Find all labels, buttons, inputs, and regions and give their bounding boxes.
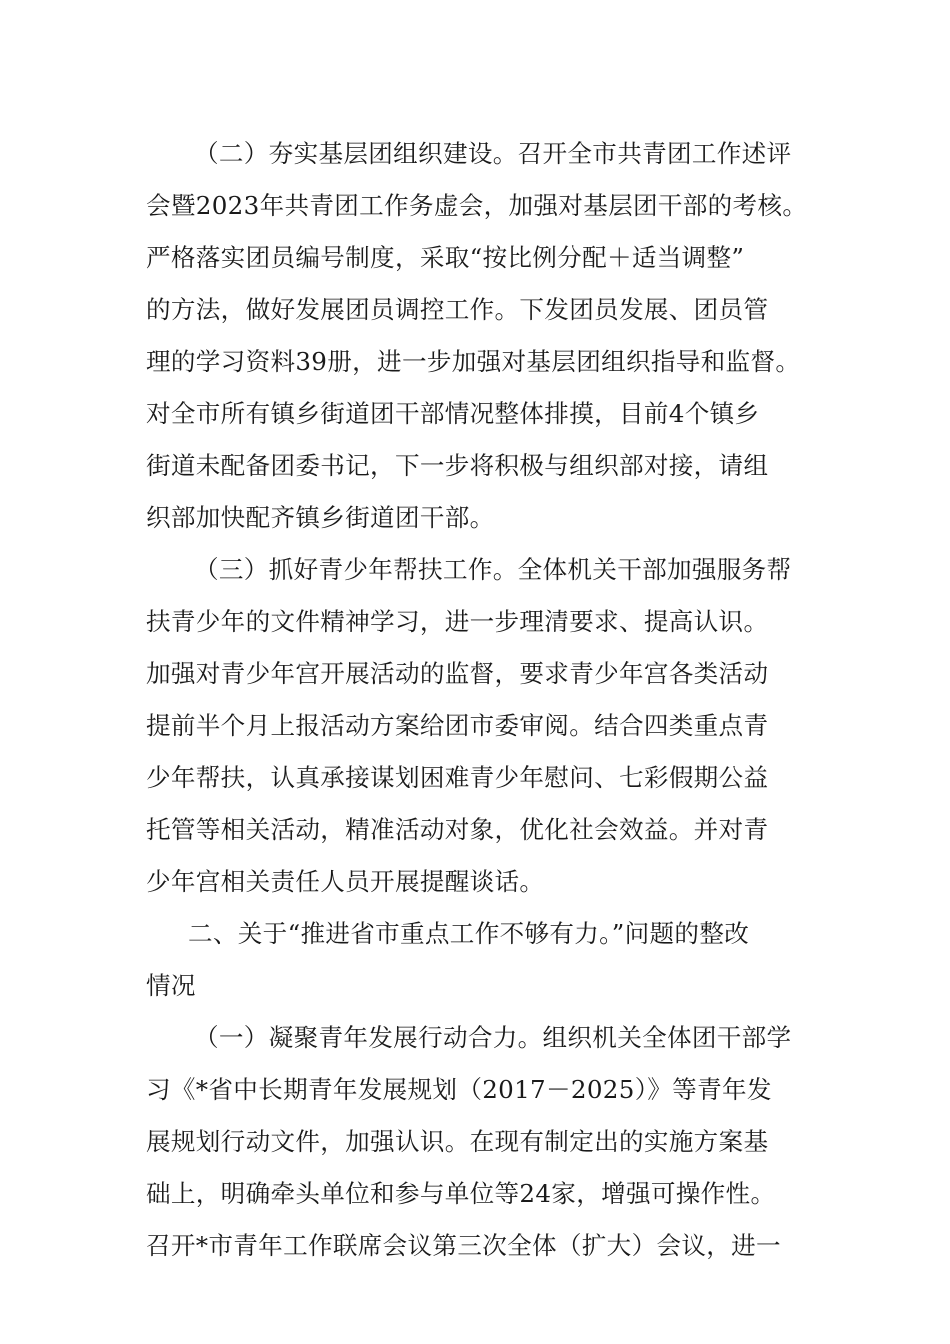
paragraph-line: 理的学习资料39册，进一步加强对基层团组织指导和监督。 xyxy=(146,347,801,376)
paragraph-line: 的方法，做好发展团员调控工作。下发团员发展、团员管 xyxy=(146,295,769,324)
paragraph-line: （一）凝聚青年发展行动合力。组织机关全体团干部学 xyxy=(194,1023,792,1052)
document-body xyxy=(146,128,818,1272)
paragraph-line: 习《*省中长期青年发展规划（2017－2025）》等青年发 xyxy=(146,1075,772,1104)
section-heading-line: 二、关于“推进省市重点工作不够有力。”问题的整改 xyxy=(188,919,750,948)
paragraph-line: 扶青少年的文件精神学习，进一步理清要求、提高认识。 xyxy=(146,607,769,636)
paragraph-line: 托管等相关活动，精准活动对象，优化社会效益。并对青 xyxy=(146,815,769,844)
paragraph-line: 提前半个月上报活动方案给团市委审阅。结合四类重点青 xyxy=(146,711,769,740)
paragraph-line: 对全市所有镇乡街道团干部情况整体排摸，目前4个镇乡 xyxy=(146,399,760,428)
paragraph-line: 召开*市青年工作联席会议第三次全体（扩大）会议，进一 xyxy=(146,1231,781,1260)
paragraph-line: 街道未配备团委书记，下一步将积极与组织部对接，请组 xyxy=(146,451,769,480)
paragraph-line: 严格落实团员编号制度，采取“按比例分配＋适当调整” xyxy=(146,243,745,272)
paragraph-line: 少年帮扶，认真承接谋划困难青少年慰问、七彩假期公益 xyxy=(146,763,769,792)
paragraph-line: 少年宫相关责任人员开展提醒谈话。 xyxy=(146,867,545,896)
paragraph-line: 加强对青少年宫开展活动的监督，要求青少年宫各类活动 xyxy=(146,659,769,688)
paragraph-line: 展规划行动文件，加强认识。在现有制定出的实施方案基 xyxy=(146,1127,769,1156)
paragraph-line: 织部加快配齐镇乡街道团干部。 xyxy=(146,503,495,532)
paragraph-line: （三）抓好青少年帮扶工作。全体机关干部加强服务帮 xyxy=(194,555,792,584)
paragraph-line: 础上，明确牵头单位和参与单位等24家，增强可操作性。 xyxy=(146,1179,776,1208)
paragraph-line: （二）夯实基层团组织建设。召开全市共青团工作述评 xyxy=(194,139,792,168)
section-heading-line: 情况 xyxy=(146,971,196,1000)
paragraph-line: 会暨2023年共青团工作务虚会，加强对基层团干部的考核。 xyxy=(146,191,808,220)
